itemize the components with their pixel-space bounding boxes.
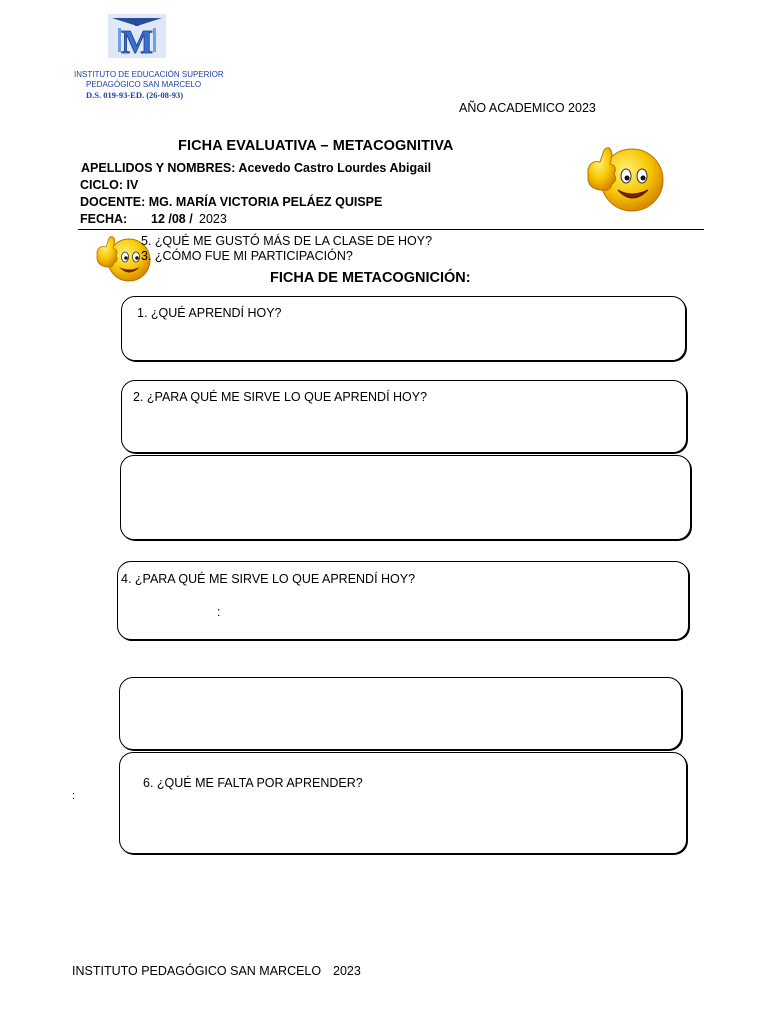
- question-3-overlap: 3. ¿CÓMO FUE MI PARTICIPACIÓN?: [141, 249, 353, 263]
- header-divider: [78, 229, 704, 230]
- date-label: FECHA:: [80, 212, 128, 226]
- question-4-label: 4. ¿PARA QUÉ ME SIRVE LO QUE APRENDÍ HOY?: [121, 572, 416, 586]
- answer-box-3[interactable]: [120, 455, 691, 540]
- institute-name-line2: PEDAGÓGICO SAN MARCELO: [86, 80, 202, 89]
- decree-reference: D.S. 019-93-ED. (26-08-93): [86, 90, 184, 100]
- teacher-field: DOCENTE: MG. MARÍA VICTORIA PELÁEZ QUISPE: [80, 195, 383, 209]
- question-5-overlap: 5. ¿QUÉ ME GUSTÓ MÁS DE LA CLASE DE HOY?: [141, 234, 433, 248]
- footer-institute: INSTITUTO PEDAGÓGICO SAN MARCELO: [72, 964, 322, 978]
- thumbs-up-smiley-icon: [584, 140, 668, 216]
- date-value: 12 /08 /: [151, 212, 193, 226]
- academic-year: AÑO ACADEMICO 2023: [459, 101, 596, 115]
- date-year: 2023: [199, 212, 227, 226]
- page-title: FICHA EVALUATIVA – METACOGNITIVA: [178, 138, 454, 154]
- question-6-label: 6. ¿QUÉ ME FALTA POR APRENDER?: [143, 776, 363, 790]
- institute-logo-icon: [108, 14, 166, 58]
- side-colon: :: [72, 790, 76, 802]
- student-names-field: APELLIDOS Y NOMBRES: Acevedo Castro Lourdes Abigail: [81, 161, 432, 175]
- section-subtitle: FICHA DE METACOGNICIÓN:: [270, 270, 471, 286]
- footer-year: 2023: [333, 964, 361, 978]
- cycle-field: CICLO: IV: [80, 178, 139, 192]
- question-4-colon: :: [217, 605, 221, 619]
- institute-name-line1: INSTITUTO DE EDUCACIÓN SUPERIOR: [74, 70, 224, 79]
- question-1-label: 1. ¿QUÉ APRENDÍ HOY?: [137, 306, 282, 320]
- svg-text:M: M: [120, 24, 154, 58]
- question-2-label: 2. ¿PARA QUÉ ME SIRVE LO QUE APRENDÍ HOY?: [133, 390, 428, 404]
- answer-box-6[interactable]: [119, 752, 687, 854]
- answer-box-5[interactable]: [119, 677, 682, 750]
